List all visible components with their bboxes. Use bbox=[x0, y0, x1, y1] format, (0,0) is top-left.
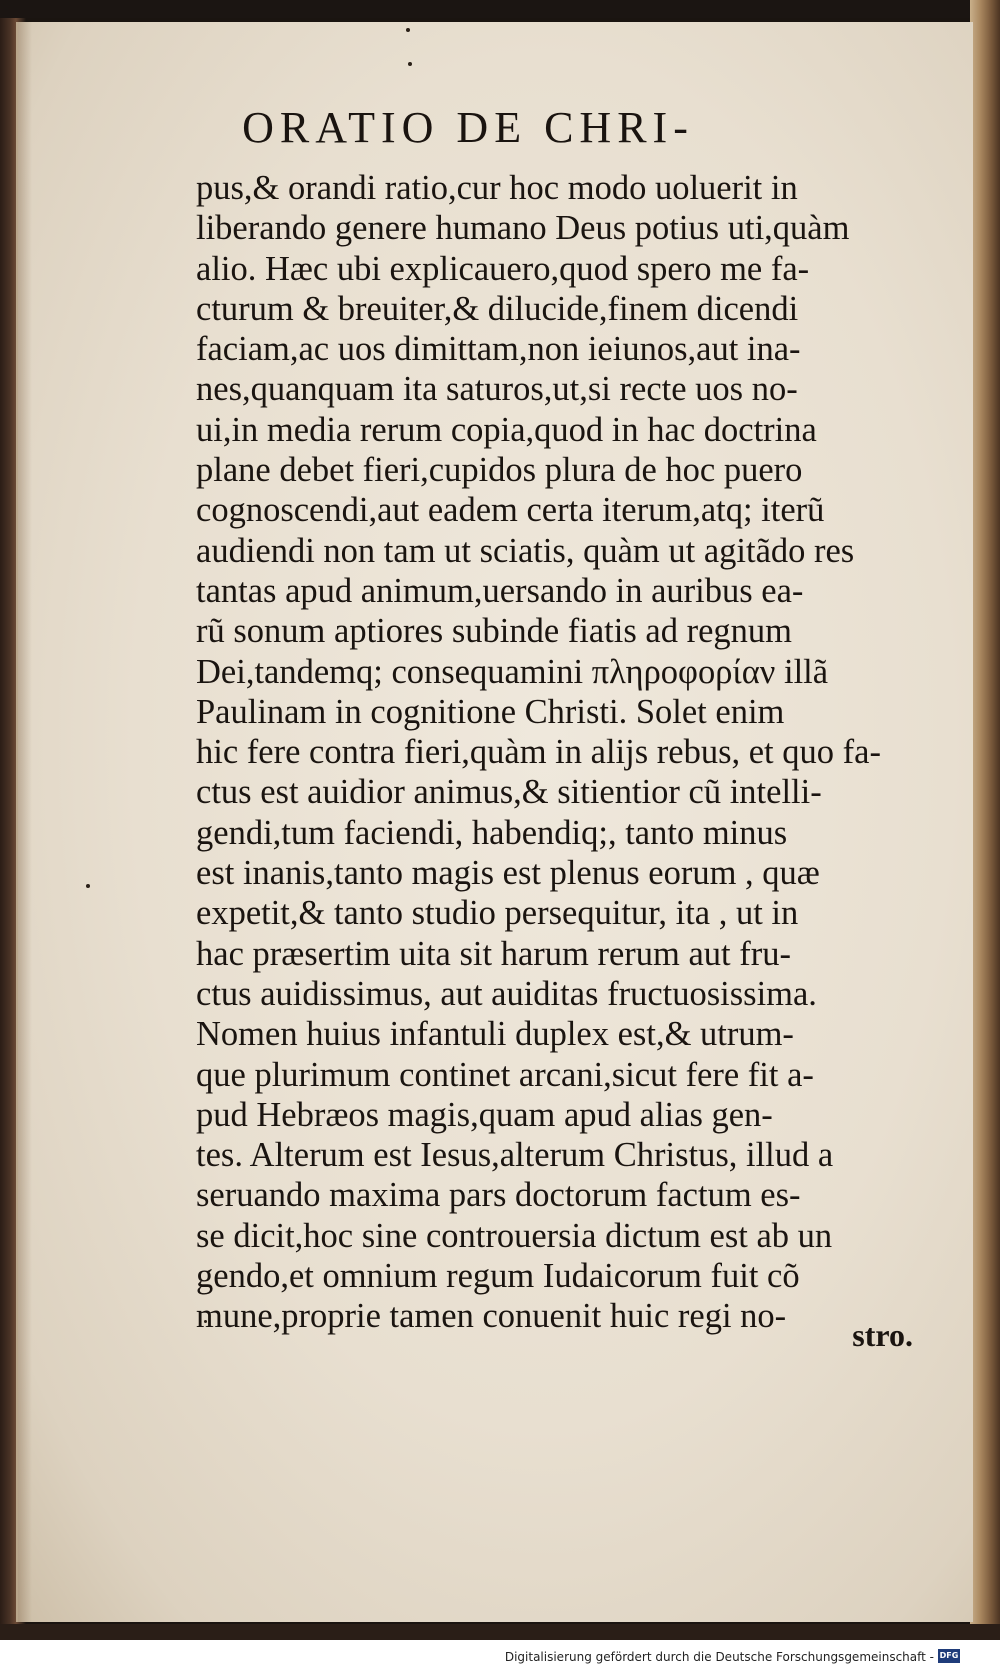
text-line: seruando maxima pars doctorum factum es- bbox=[196, 1176, 801, 1215]
bottom-shadow-band bbox=[0, 1624, 1000, 1640]
text-line: pud Hebræos magis,quam apud alias gen- bbox=[196, 1095, 773, 1134]
text-line: plane debet fieri,cupidos plura de hoc puero bbox=[196, 451, 803, 490]
text-line: tes. Alterum est Iesus,alterum Christus, illud a bbox=[196, 1136, 834, 1175]
top-shadow-band bbox=[0, 0, 1000, 18]
text-line: liberando genere humano Deus potius uti,quàm bbox=[196, 209, 850, 248]
text-line: audiendi non tam ut sciatis, quàm ut agitãdo res bbox=[196, 531, 855, 570]
text-line: mune,proprie tamen conuenit huic regi no- bbox=[196, 1297, 787, 1336]
page-edge bbox=[970, 0, 1000, 1640]
text-line: ctus auidissimus, aut auiditas fructuosissima. bbox=[196, 974, 817, 1013]
text-line: cognoscendi,aut eadem certa iterum,atq; iterũ bbox=[196, 491, 825, 530]
running-head: ORATIO DE CHRI- bbox=[242, 103, 694, 152]
text-line: est inanis,tanto magis est plenus eorum , quæ bbox=[196, 854, 820, 893]
text-line: ui,in media rerum copia,quod in hac doctrina bbox=[196, 410, 817, 449]
text-line: ctus est auidior animus,& sitientior cũ intelli- bbox=[196, 773, 822, 812]
text-line: Paulinam in cognitione Christi. Solet enim bbox=[196, 692, 785, 731]
text-line: rũ sonum aptiores subinde fiatis ad regnum bbox=[196, 612, 792, 651]
text-line: alio. Hæc ubi explicauero,quod spero me fa- bbox=[196, 249, 810, 288]
body-text bbox=[196, 168, 916, 1337]
text-line: pus,& orandi ratio,cur hoc modo uoluerit in bbox=[196, 169, 798, 207]
text-line: Dei,tandemq; consequamini πληροφορίαν illã bbox=[196, 652, 829, 691]
text-line: gendo,et omnium regum Iudaicorum fuit cõ bbox=[196, 1257, 800, 1296]
ink-speck bbox=[408, 62, 412, 66]
text-line: que plurimum continet arcani,sicut fere fit a- bbox=[196, 1055, 814, 1094]
text-line: gendi,tum faciendi, habendiq;, tanto minus bbox=[196, 813, 788, 852]
text-line: Nomen huius infantuli duplex est,& utrum- bbox=[196, 1015, 794, 1054]
text-line: hic fere contra fieri,quàm in alijs rebus, et quo fa- bbox=[196, 733, 881, 772]
text-line: faciam,ac uos dimittam,non ieiunos,aut ina- bbox=[196, 330, 801, 369]
text-line: nes,quanquam ita saturos,ut,si recte uos no- bbox=[196, 370, 798, 409]
text-line: hac præsertim uita sit harum rerum aut fru- bbox=[196, 934, 791, 973]
catchword: stro. bbox=[852, 1317, 913, 1353]
text-line: expetit,& tanto studio persequitur, ita , ut in bbox=[196, 894, 799, 933]
text-line: se dicit,hoc sine controuersia dictum est ab un bbox=[196, 1216, 833, 1255]
dfg-logo-icon: DFG bbox=[938, 1649, 960, 1663]
text-line: cturum & breuiter,& dilucide,finem dicendi bbox=[196, 289, 799, 328]
book-page bbox=[16, 22, 973, 1622]
ink-speck bbox=[406, 28, 410, 32]
text-line: tantas apud animum,uersando in auribus ea- bbox=[196, 571, 804, 610]
ink-speck bbox=[86, 884, 90, 888]
funding-credit: Digitalisierung gefördert durch die Deutsche Forschungsgemeinschaft - bbox=[504, 1650, 934, 1664]
